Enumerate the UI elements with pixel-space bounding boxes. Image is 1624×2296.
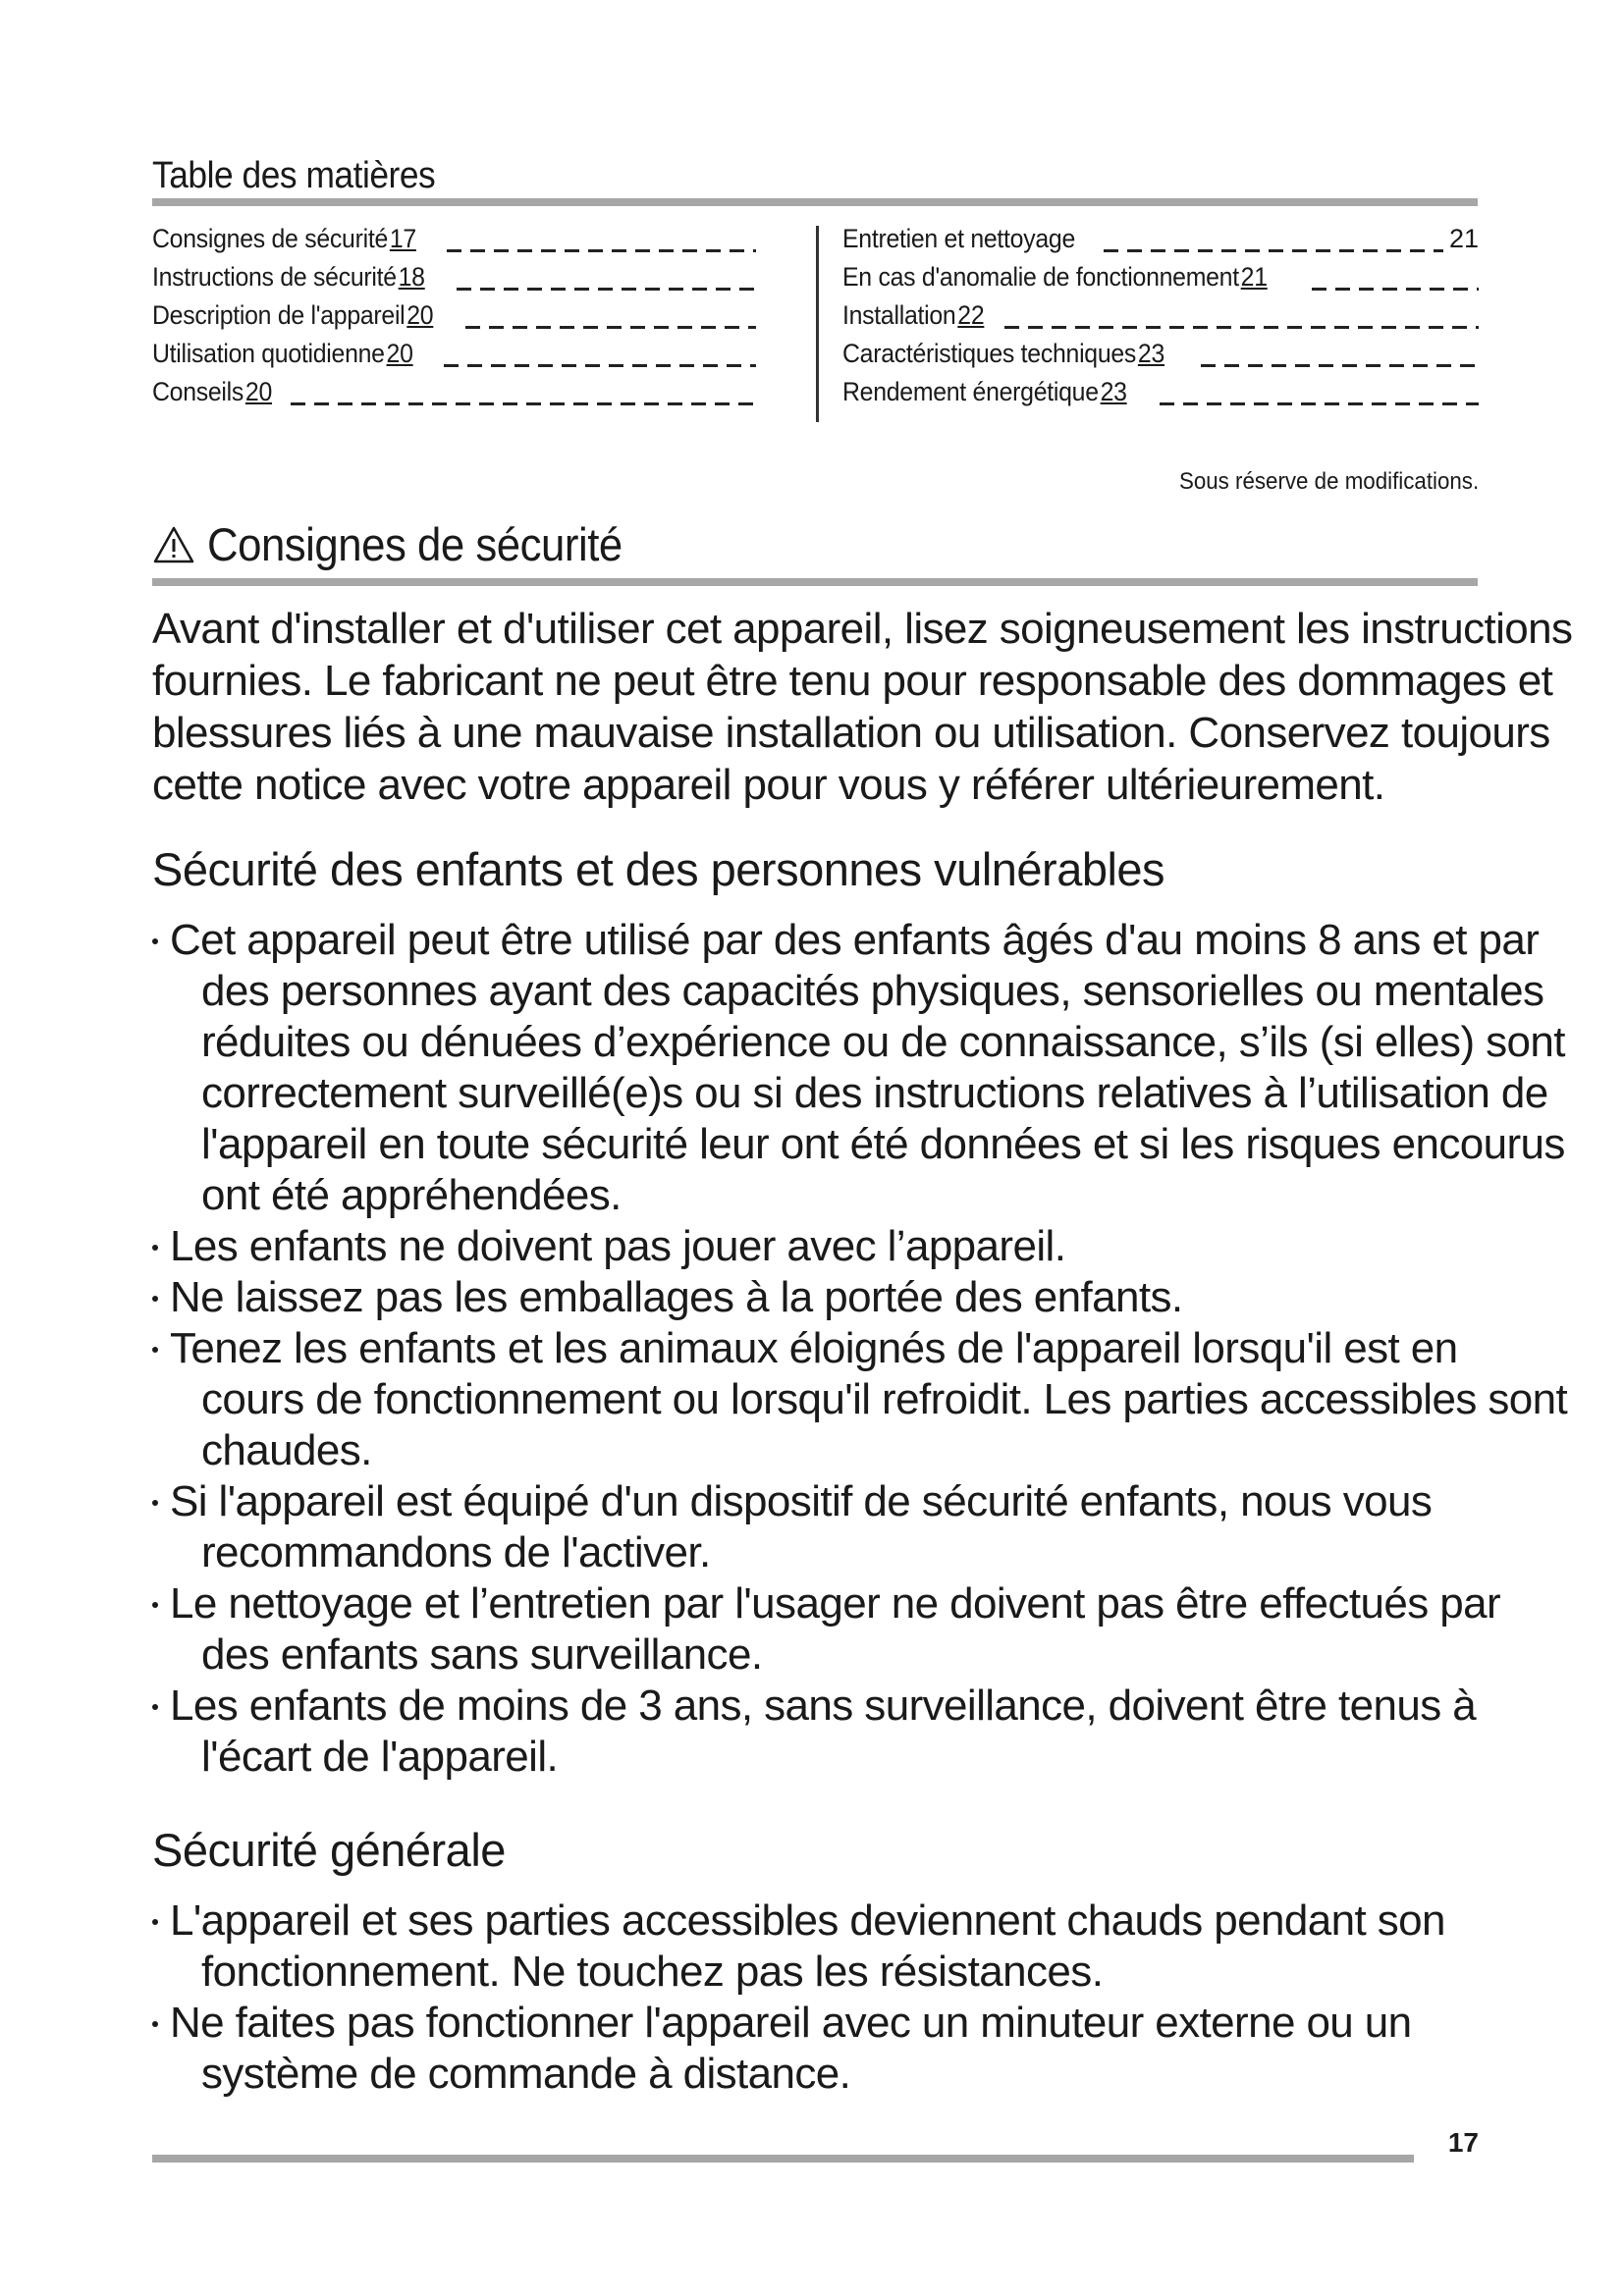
bullet-icon: [152, 938, 158, 944]
list-item-line: Les enfants de moins de 3 ans, sans surveillance, doivent être tenus à: [170, 1682, 1477, 1730]
list-item: [152, 1476, 1480, 1578]
list-item-line: Le nettoyage et l’entretien par l'usager ne doivent pas être effectués par: [170, 1579, 1501, 1628]
toc-entry[interactable]: [152, 339, 756, 377]
list-item-line: Les enfants ne doivent pas jouer avec l’appareil.: [170, 1222, 1066, 1270]
toc-column-divider: [816, 226, 819, 422]
list-item: [152, 1998, 1480, 2100]
toc-leader: [457, 288, 756, 291]
list-item-line: Tenez les enfants et les animaux éloignés de l'appareil lorsqu'il est en: [170, 1324, 1458, 1372]
section-heading: [152, 517, 654, 571]
paragraph-line: cette notice avec votre appareil pour vous y référer ultérieurement.: [152, 761, 1385, 809]
section-divider-rule: [152, 578, 1478, 586]
toc-entry-label: Rendement énergétique23: [842, 377, 1127, 406]
toc-leader: [1312, 288, 1479, 291]
toc-left-column: [152, 224, 756, 415]
toc-entry-page: 20: [244, 377, 272, 406]
bullet-icon: [152, 1296, 158, 1302]
bullet-icon: [152, 1347, 158, 1353]
toc-entry-page: 23: [1100, 377, 1127, 406]
list-item-line: système de commande à distance.: [201, 2050, 851, 2098]
toc-entry-page: 21: [1448, 224, 1479, 253]
bullet-icon: [152, 1602, 158, 1608]
page-number: 17: [1447, 2127, 1479, 2158]
list-item-line: fonctionnement. Ne touchez pas les résistances.: [201, 1948, 1104, 1996]
subsection-heading-children: Sécurité des enfants et des personnes vulnérables: [152, 843, 1165, 895]
list-item-line: correctement surveillé(e)s ou si des instructions relatives à l’utilisation de: [201, 1069, 1548, 1117]
list-item-line: cours de fonctionnement ou lorsqu'il refroidit. Les parties accessibles sont: [201, 1375, 1568, 1423]
toc-entry-label: Installation22: [842, 300, 985, 330]
toc-leader: [1104, 249, 1443, 252]
section-title: Consignes de sécurité: [207, 518, 623, 570]
toc-entry[interactable]: [842, 262, 1479, 300]
toc-entry-page: 17: [389, 224, 416, 253]
toc-entry-label: Conseils20: [152, 377, 272, 406]
toc-entry-label: Description de l'appareil20: [152, 300, 434, 330]
bullet-icon: [152, 1500, 158, 1506]
toc-entry[interactable]: [152, 224, 756, 262]
toc-entry-label: Entretien et nettoyage: [842, 224, 1075, 253]
bullet-icon: [152, 1704, 158, 1710]
subsection-heading-general: Sécurité générale: [152, 1824, 506, 1876]
toc-entry[interactable]: [842, 224, 1479, 262]
list-item-line: L'appareil et ses parties accessibles deviennent chauds pendant son: [170, 1896, 1445, 1945]
toc-entry-label: Instructions de sécurité18: [152, 262, 425, 292]
list-item-line: l'appareil en toute sécurité leur ont été données et si les risques encourus: [201, 1120, 1565, 1168]
toc-entry-label: Utilisation quotidienne20: [152, 339, 413, 368]
toc-entry[interactable]: [842, 300, 1479, 339]
toc-entry-page: 22: [957, 300, 985, 330]
toc-entry-page: 20: [406, 300, 434, 330]
toc-entry-page: 18: [398, 262, 425, 292]
subject-to-change-note: Sous réserve de modifications.: [1178, 468, 1479, 495]
toc-entry-label: En cas d'anomalie de fonctionnement21: [842, 262, 1268, 292]
toc-leader: [1004, 326, 1479, 329]
list-item: [152, 1221, 1480, 1272]
toc-title: Table des matières: [152, 155, 436, 196]
general-safety-list: [152, 1896, 1480, 2100]
toc-entry-label: Consignes de sécurité17: [152, 224, 416, 253]
toc-entry-page: 20: [386, 339, 413, 368]
toc-entry[interactable]: [152, 262, 756, 300]
list-item: [152, 1681, 1480, 1783]
list-item-line: recommandons de l'activer.: [201, 1528, 711, 1576]
list-item-line: chaudes.: [201, 1426, 372, 1474]
bullet-icon: [152, 1245, 158, 1251]
toc-entry[interactable]: [842, 377, 1479, 415]
toc-entry-label: Caractéristiques techniques23: [842, 339, 1164, 368]
toc-divider-rule: [152, 198, 1478, 206]
list-item-line: des personnes ayant des capacités physiques, sensorielles ou mentales: [201, 967, 1544, 1015]
list-item-line: l'écart de l'appareil.: [201, 1733, 559, 1781]
list-item: [152, 1323, 1568, 1476]
list-item-line: ont été appréhendées.: [201, 1171, 622, 1219]
list-item: [152, 1272, 1480, 1323]
list-item-line: Ne laissez pas les emballages à la portée des enfants.: [170, 1273, 1183, 1321]
paragraph-line: blessures liés à une mauvaise installation ou utilisation. Conservez toujours: [152, 709, 1550, 757]
bullet-icon: [152, 1919, 158, 1925]
list-item-line: Si l'appareil est équipé d'un dispositif de sécurité enfants, nous vous: [170, 1477, 1433, 1525]
list-item-line: Ne faites pas fonctionner l'appareil avec un minuteur externe ou un: [170, 1999, 1412, 2047]
intro-paragraph: [152, 603, 1573, 811]
toc-leader: [465, 326, 756, 329]
toc-entry-page: 21: [1240, 262, 1268, 292]
bullet-icon: [152, 2021, 158, 2027]
toc-entry[interactable]: [842, 339, 1479, 377]
toc-entry[interactable]: [152, 377, 756, 415]
toc-entry-page: 23: [1137, 339, 1164, 368]
list-item-line: des enfants sans surveillance.: [201, 1630, 763, 1679]
paragraph-line: Avant d'installer et d'utiliser cet appareil, lisez soigneusement les instructions: [152, 605, 1573, 653]
list-item: [152, 915, 1565, 1221]
list-item-line: réduites ou dénuées d’expérience ou de connaissance, s’ils (si elles) sont: [201, 1018, 1565, 1066]
toc-leader: [447, 249, 756, 252]
toc-right-column: [842, 224, 1479, 415]
list-item: [152, 1896, 1480, 1998]
warning-triangle-icon: [152, 525, 195, 564]
list-item: [152, 1578, 1501, 1681]
paragraph-line: fournies. Le fabricant ne peut être tenu pour responsable des dommages et: [152, 657, 1553, 705]
children-safety-list: [152, 915, 1568, 1783]
list-item-line: Cet appareil peut être utilisé par des enfants âgés d'au moins 8 ans et par: [170, 916, 1540, 964]
toc-leader: [1160, 402, 1479, 405]
toc-leader: [291, 402, 756, 405]
toc-leader: [444, 364, 756, 367]
toc-entry[interactable]: [152, 300, 756, 339]
toc-leader: [1201, 364, 1479, 367]
footer-rule: [152, 2155, 1414, 2163]
